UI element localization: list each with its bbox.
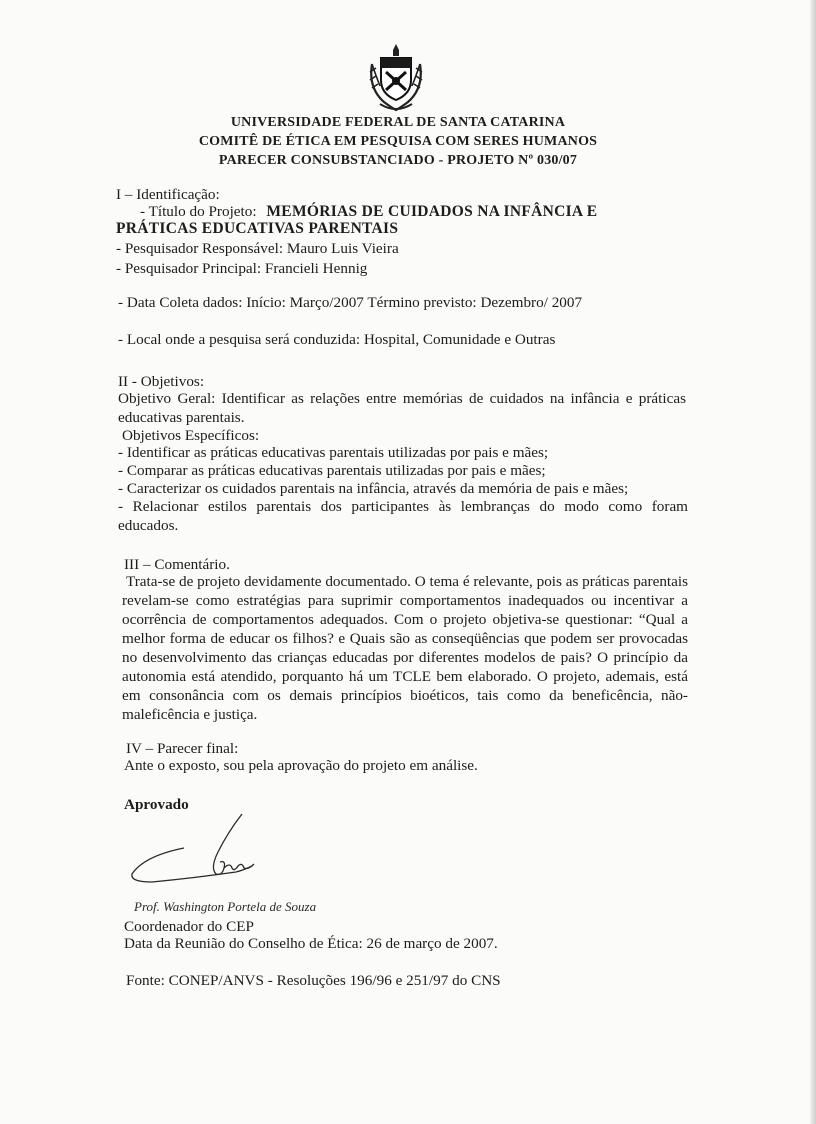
- header-report-title: PARECER CONSUBSTANCIADO - PROJETO Nº 030/07: [218, 153, 578, 168]
- objective-item: - Relacionar estilos parentais dos participantes às lembranças do modo como foram educados.: [118, 498, 688, 534]
- researcher-responsible: - Pesquisador Responsável: Mauro Luis Vieira: [116, 240, 399, 257]
- objective-item: - Comparar as práticas educativas parentais utilizadas por pais e mães;: [118, 462, 546, 479]
- objectives-specific-heading: Objetivos Específicos:: [122, 427, 260, 444]
- signatory-role: Coordenador do CEP: [124, 918, 254, 935]
- page-edge: [810, 0, 816, 1124]
- signatory-name: Prof. Washington Portela de Souza: [134, 899, 317, 914]
- research-location: - Local onde a pesquisa será conduzida: Hospital, Comunidade e Outras: [118, 331, 556, 348]
- handwritten-signature: [124, 812, 284, 892]
- document-header: [0, 113, 796, 170]
- section-identificacao-heading: I – Identificação:: [116, 186, 220, 203]
- header-committee: COMITÊ DE ÉTICA EM PESQUISA COM SERES HUMANOS: [198, 134, 598, 149]
- meeting-date: Data da Reunião do Conselho de Ética: 26 de março de 2007.: [124, 935, 498, 952]
- objective-item: - Identificar as práticas educativas parentais utilizadas por pais e mães;: [118, 444, 549, 461]
- section-comentario-heading: III – Comentário.: [124, 556, 230, 573]
- objective-item: - Caracterizar os cuidados parentais na infância, através da memória de pais e mães;: [118, 480, 629, 497]
- project-title-row: [140, 203, 597, 221]
- section-objetivos-heading: II - Objetivos:: [118, 373, 205, 390]
- section-parecer-heading: IV – Parecer final:: [126, 740, 239, 757]
- data-collection-dates: - Data Coleta dados: Início: Março/2007 Término previsto: Dezembro/ 2007: [118, 294, 583, 311]
- project-title-line1: MEMÓRIAS DE CUIDADOS NA INFÂNCIA E: [266, 203, 598, 220]
- researcher-principal: - Pesquisador Principal: Francieli Hennig: [116, 260, 368, 277]
- university-crest-icon: [366, 42, 426, 114]
- source-reference: Fonte: CONEP/ANVS - Resoluções 196/96 e 251/97 do CNS: [126, 972, 501, 989]
- final-opinion-text: Ante o exposto, sou pela aprovação do projeto em análise.: [124, 757, 478, 774]
- objective-general: Objetivo Geral: Identificar as relações entre memórias de cuidados na infância e práticas educativas parentais.: [118, 390, 686, 426]
- comment-paragraph: Trata-se de projeto devidamente documentado. O tema é relevante, pois as práticas parentais revelam-se como estratégias para suprimir comportamentos inadequados ou incentivar a ocorrência de comportamentos adequados. Com o projeto objetiva-se questionar: “Qual a melhor forma de educar os filhos? e Quais são as conseqüências que podem ser provocadas no desenvolvimento das crianças educadas por diferentes modelos de pais? O princípio da autonomia está atendido, porquanto há um TCLE bem elaborado. O projeto, ademais, está em consonância com os demais princípios bioéticos, tais como da beneficência, não-maleficência e justiça.: [122, 573, 689, 723]
- header-university: UNIVERSIDADE FEDERAL DE SANTA CATARINA: [230, 115, 566, 130]
- project-title-line2: PRÁTICAS EDUCATIVAS PARENTAIS: [116, 220, 399, 237]
- project-title-label: - Título do Projeto:: [140, 203, 257, 220]
- approval-status: Aprovado: [124, 796, 189, 813]
